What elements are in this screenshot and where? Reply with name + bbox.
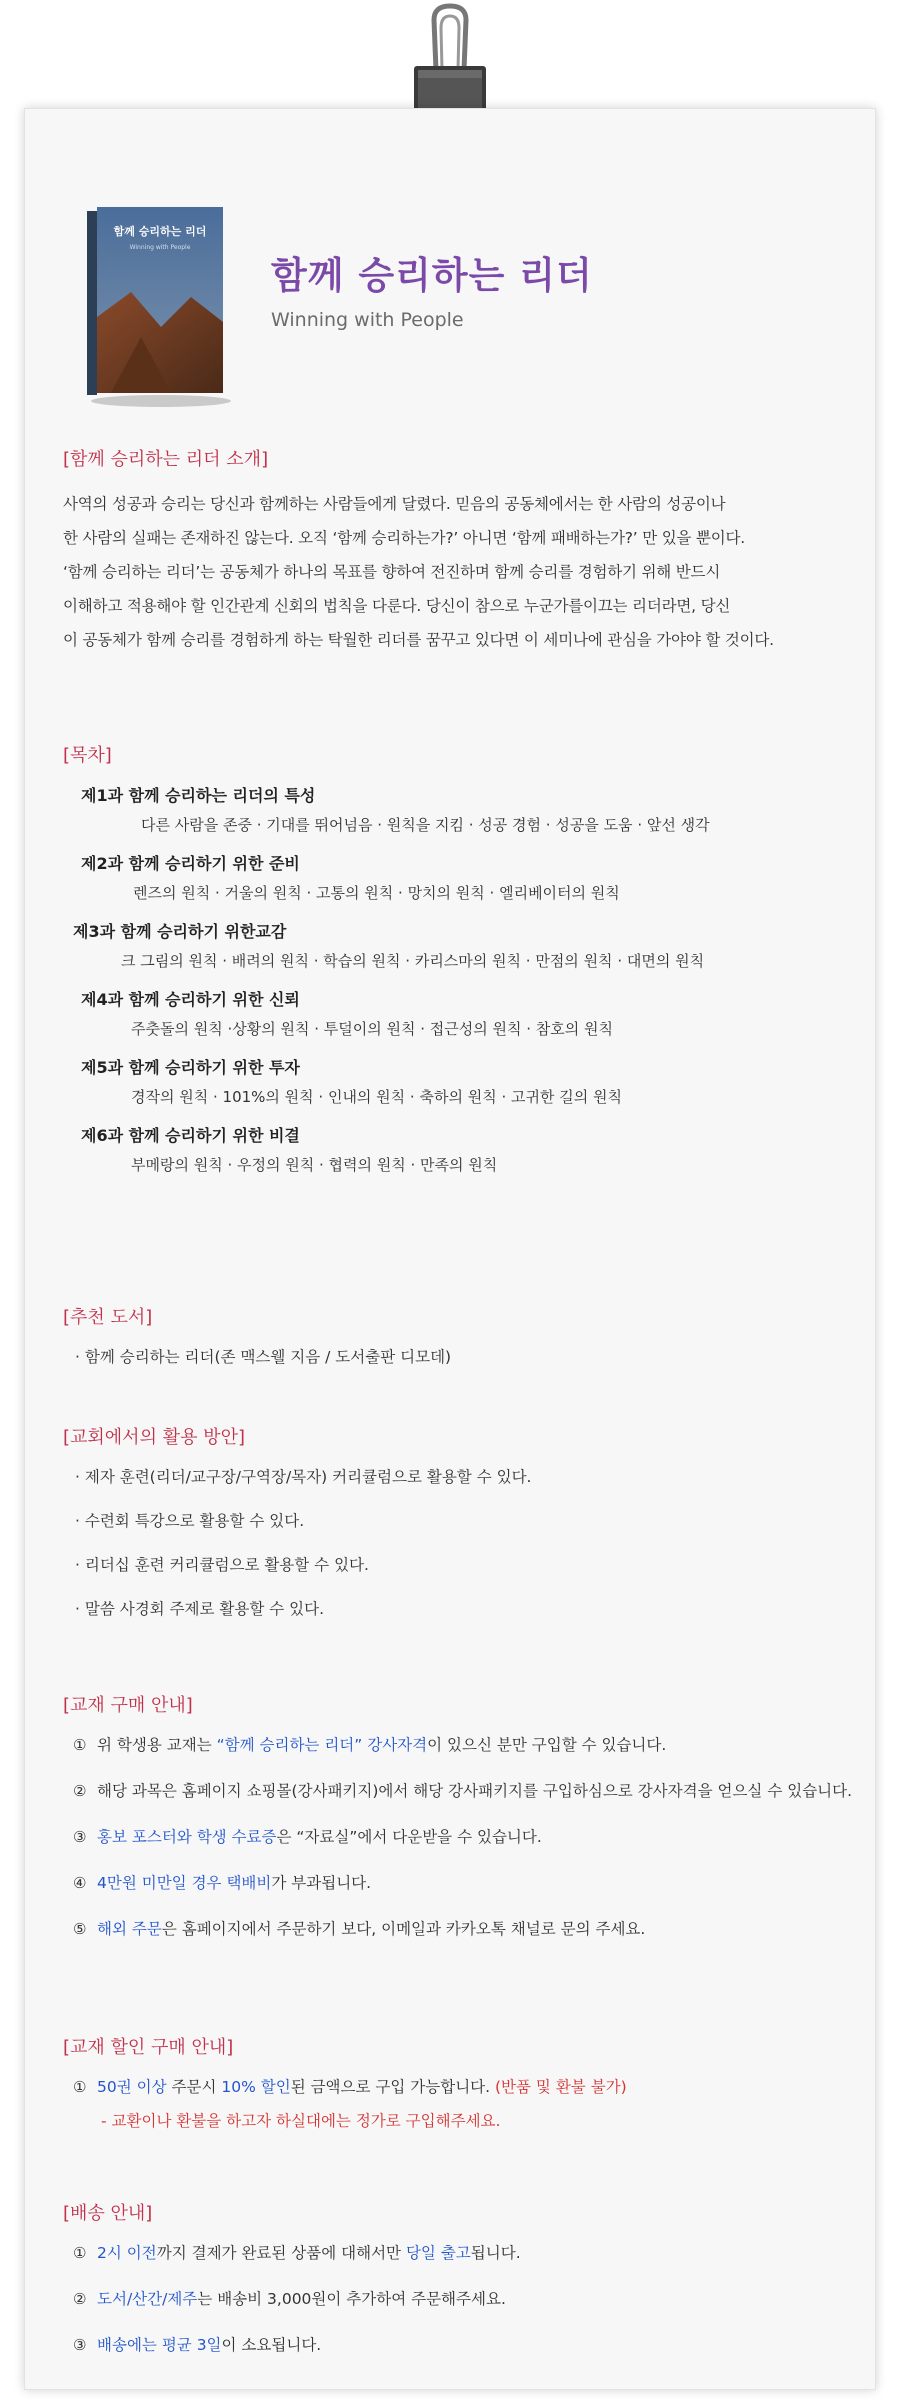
- shipping-heading: [배송 안내]: [63, 2203, 153, 2224]
- usage-section: [63, 1423, 853, 1641]
- item-text: 위 학생용 교재는: [97, 1736, 217, 1754]
- item-number: ①: [73, 2078, 87, 2096]
- toc-item-title: 제5과 함께 승리하기 위한 투자: [81, 1058, 300, 1077]
- intro-line: 이해하고 적용해야 할 인간관계 신회의 법칙을 다룬다. 당신이 참으로 누군가를이끄는 리더라면, 당신: [63, 597, 731, 615]
- toc-section: [63, 741, 853, 1191]
- toc-item-title: 제2과 함께 승리하기 위한 준비: [81, 854, 300, 873]
- shipping-item: [73, 2241, 853, 2265]
- toc-heading: [목차]: [63, 745, 112, 766]
- intro-line: 한 사람의 실패는 존재하진 않는다. 오직 ‘함께 승리하는가?’ 아니면 ‘함께 패배하는가?’ 만 있을 뿐이다.: [63, 529, 746, 547]
- shipping-section: [63, 2199, 853, 2379]
- usage-item: · 말씀 사경회 주제로 활용할 수 있다.: [75, 1600, 325, 1618]
- purchase-heading: [교재 구매 안내]: [63, 1695, 193, 1716]
- item-highlight: 배송에는 평균 3일: [97, 2336, 222, 2354]
- item-text: 는 배송비 3,000원이 추가하여 주문해주세요.: [197, 2290, 506, 2308]
- toc-item-title: 제3과 함께 승리하기 위한교감: [73, 922, 287, 941]
- item-highlight: 홍보 포스터와 학생 수료증: [97, 1828, 277, 1846]
- shipping-item: [73, 2333, 853, 2357]
- toc-item-title: 제1과 함께 승리하는 리더의 특성: [81, 786, 316, 805]
- intro-paragraph: [63, 487, 853, 657]
- toc-item-desc: 다른 사람을 존중 · 기대를 뛰어넘음 · 원칙을 지킴 · 성공 경험 · 성공을 도움 · 앞선 생각: [141, 816, 710, 834]
- item-highlight: 4만원 미만일 경우 택배비: [97, 1874, 272, 1892]
- toc-item-desc: 부메랑의 원칙 · 우정의 원칙 · 협력의 원칙 · 만족의 원칙: [131, 1156, 498, 1174]
- usage-heading: [교회에서의 활용 방안]: [63, 1427, 245, 1448]
- intro-line: ‘함께 승리하는 리더’는 공동체가 하나의 목표를 향하여 전진하며 함께 승리를 경험하기 위해 반드시: [63, 563, 721, 581]
- content-card: [24, 108, 876, 2390]
- toc-item: [63, 987, 853, 1039]
- discount-heading: [교재 할인 구매 안내]: [63, 2037, 234, 2058]
- item-number: ②: [73, 2290, 87, 2308]
- recommend-item: · 함께 승리하는 리더(존 맥스웰 지음 / 도서출판 디모데): [75, 1348, 452, 1366]
- shipping-item: [73, 2287, 853, 2311]
- discount-section: [63, 2033, 853, 2131]
- title-block: [271, 245, 593, 331]
- usage-item: · 리더십 훈련 커리큘럼으로 활용할 수 있다.: [75, 1556, 369, 1574]
- toc-item: [63, 919, 853, 971]
- svg-text:Winning with People: Winning with People: [129, 244, 191, 251]
- item-text: 까지 결제가 완료된 상품에 대해서만: [156, 2244, 406, 2262]
- book-cover-image: [81, 197, 239, 409]
- item-text: 된 금액으로 구입 가능합니다.: [290, 2078, 495, 2096]
- item-number: ①: [73, 1736, 87, 1754]
- item-text: 이 소요됩니다.: [221, 2336, 322, 2354]
- item-highlight: “함께 승리하는 리더” 강사자격: [216, 1736, 428, 1754]
- toc-item-desc: 렌즈의 원칙 · 거울의 원칙 · 고통의 원칙 · 망치의 원칙 · 엘리베이터의 원칙: [133, 884, 620, 902]
- toc-item-desc: 크 그림의 원칙 · 배려의 원칙 · 학습의 원칙 · 카리스마의 원칙 · 만점의 원칙 · 대면의 원칙: [121, 952, 705, 970]
- toc-item-desc: 주춧돌의 원칙 ·상황의 원칙 · 투덜이의 원칙 · 접근성의 원칙 · 참호의 원칙: [131, 1020, 614, 1038]
- toc-item-desc: 경작의 원칙 · 101%의 원칙 · 인내의 원칙 · 축하의 원칙 · 고귀한 길의 원칙: [131, 1088, 622, 1106]
- purchase-item: [73, 1825, 853, 1849]
- purchase-item: [73, 1871, 853, 1895]
- recommend-section: [63, 1303, 853, 1389]
- item-text: 해당 과목은 홈페이지 쇼핑몰(강사패키지)에서 해당 강사패키지를 구입하심으로 강사자격을 얻으실 수 있습니다.: [97, 1782, 853, 1800]
- item-number: ①: [73, 2244, 87, 2262]
- intro-section: [63, 445, 853, 657]
- toc-item: [63, 851, 853, 903]
- usage-item: · 수련회 특강으로 활용할 수 있다.: [75, 1512, 305, 1530]
- item-highlight: 해외 주문: [97, 1920, 162, 1938]
- item-text: 은 “자료실”에서 다운받을 수 있습니다.: [276, 1828, 542, 1846]
- toc-item: [63, 783, 853, 835]
- discount-item: [73, 2075, 853, 2099]
- page-subtitle: Winning with People: [271, 309, 464, 331]
- purchase-item: [73, 1779, 853, 1803]
- intro-heading: [함께 승리하는 리더 소개]: [63, 449, 269, 470]
- item-text: 됩니다.: [470, 2244, 521, 2262]
- item-text: 은 홈페이지에서 주문하기 보다, 이메일과 카카오톡 채널로 문의 주세요.: [161, 1920, 646, 1938]
- item-text: 가 부과됩니다.: [271, 1874, 372, 1892]
- item-number: ③: [73, 2336, 87, 2354]
- item-highlight: 50권 이상: [97, 2078, 167, 2096]
- toc-item: [63, 1123, 853, 1175]
- purchase-section: [63, 1691, 853, 1963]
- purchase-item: [73, 1917, 853, 1941]
- item-highlight: 2시 이전: [97, 2244, 157, 2262]
- item-highlight: 10% 할인: [221, 2078, 291, 2096]
- recommend-heading: [추천 도서]: [63, 1307, 153, 1328]
- purchase-item: [73, 1733, 853, 1757]
- item-text: 이 있으신 분만 구입할 수 있습니다.: [427, 1736, 667, 1754]
- intro-line: 이 공동체가 함께 승리를 경험하게 하는 탁월한 리더를 꿈꾸고 있다면 이 세미나에 관심을 가야야 할 것이다.: [63, 631, 774, 649]
- item-highlight: 당일 출고: [405, 2244, 471, 2262]
- item-warning: (반품 및 환불 불가): [495, 2078, 627, 2096]
- svg-text:함께 승리하는 리더: 함께 승리하는 리더: [113, 225, 207, 238]
- discount-note: - 교환이나 환불을 하고자 하실대에는 정가로 구입해주세요.: [101, 2112, 501, 2130]
- intro-line: 사역의 성공과 승리는 당신과 함께하는 사람들에게 달렸다. 믿음의 공동체에서는 한 사람의 성공이나: [63, 495, 726, 513]
- item-number: ⑤: [73, 1920, 87, 1938]
- item-number: ②: [73, 1782, 87, 1800]
- toc-item-title: 제4과 함께 승리하기 위한 신뢰: [81, 990, 300, 1009]
- item-highlight: 도서/산간/제주: [97, 2290, 198, 2308]
- item-number: ③: [73, 1828, 87, 1846]
- page-title: 함께 승리하는 리더: [271, 254, 593, 297]
- toc-item-title: 제6과 함께 승리하기 위한 비결: [81, 1126, 300, 1145]
- item-number: ④: [73, 1874, 87, 1892]
- item-text: 주문시: [166, 2078, 222, 2096]
- toc-item: [63, 1055, 853, 1107]
- usage-item: · 제자 훈련(리더/교구장/구역장/목자) 커리큘럼으로 활용할 수 있다.: [75, 1468, 532, 1486]
